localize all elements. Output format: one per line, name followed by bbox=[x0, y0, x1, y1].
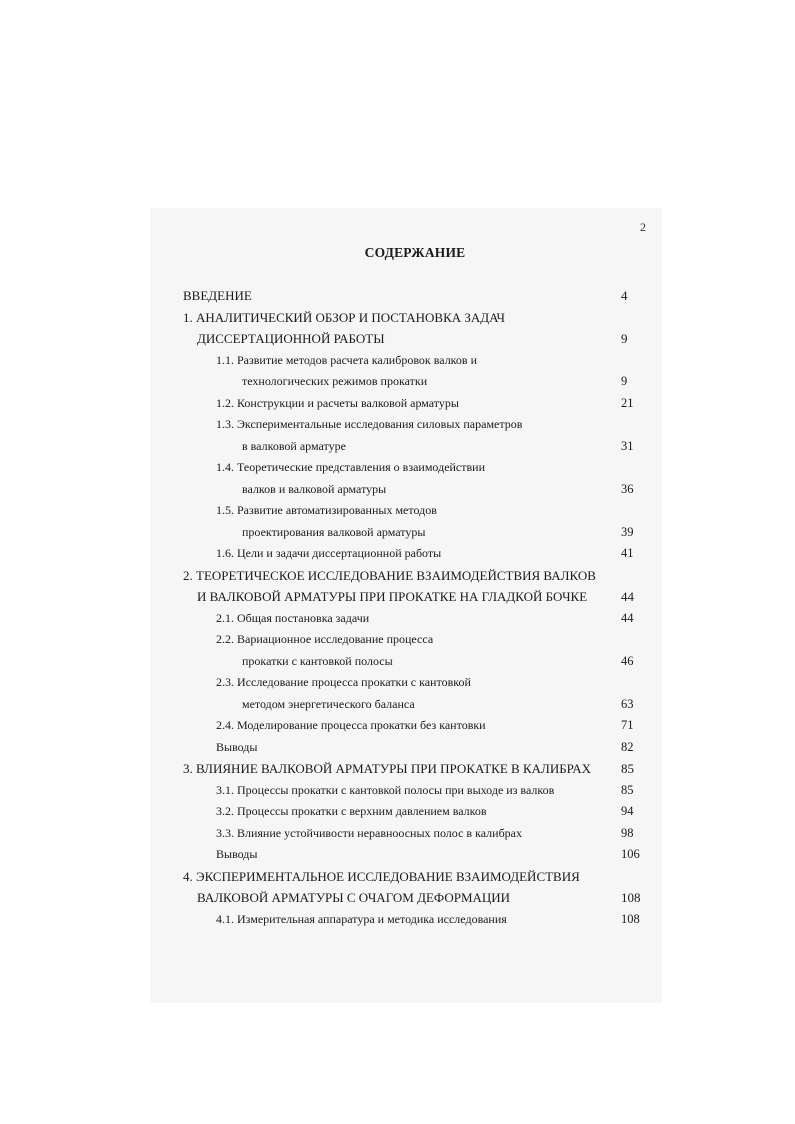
toc-entry-line bbox=[0, 714, 795, 736]
toc-entry-text: 1.3. Экспериментальные исследования силовых параметров bbox=[216, 417, 523, 431]
toc-entry-text: 1.2. Конструкции и расчеты валковой арматуры bbox=[216, 395, 459, 410]
toc-entry-line bbox=[0, 370, 795, 392]
toc-page-number: 9 bbox=[621, 374, 628, 388]
toc-entry-text: 3. ВЛИЯНИЕ ВАЛКОВОЙ АРМАТУРЫ ПРИ ПРОКАТКЕ В КАЛИБРАХ bbox=[183, 761, 592, 776]
toc-entry-line bbox=[0, 693, 795, 715]
toc-page-number: 85 bbox=[621, 761, 634, 776]
toc-page-number: 108 bbox=[621, 890, 641, 905]
toc-entry-line bbox=[0, 800, 795, 822]
toc-entry-text: 3.1. Процессы прокатки с кантовкой полосы при выходе из валков bbox=[216, 782, 555, 797]
toc-page-number: 108 bbox=[621, 911, 640, 926]
toc-entry-line bbox=[0, 779, 795, 801]
toc-entry-line bbox=[0, 607, 795, 629]
toc-entry-text: Выводы bbox=[216, 847, 258, 861]
toc-entry-text: ВВЕДЕНИЕ bbox=[183, 288, 252, 303]
toc-entry-line bbox=[0, 736, 795, 758]
toc-page-number: 21 bbox=[621, 395, 634, 410]
toc-page-number: 44 bbox=[621, 589, 634, 604]
toc-entry-text: 1. АНАЛИТИЧЕСКИЙ ОБЗОР И ПОСТАНОВКА ЗАДАЧ bbox=[183, 309, 506, 325]
toc-entry-text: 1.4. Теоретические представления о взаимодействии bbox=[216, 460, 486, 474]
toc-page-number: 9 bbox=[621, 331, 628, 346]
toc-entry-text: ДИССЕРТАЦИОННОЙ РАБОТЫ bbox=[197, 331, 385, 346]
toc-page-number: 44 bbox=[621, 610, 634, 625]
toc-page-number: 36 bbox=[621, 481, 634, 496]
toc-page-number: 63 bbox=[621, 696, 634, 711]
toc-entry-text: 2.2. Вариационное исследование процесса bbox=[216, 632, 434, 646]
toc-entry-line bbox=[0, 392, 795, 414]
toc-entry-text: 2.3. Исследование процесса прокатки с кантовкой bbox=[216, 675, 471, 689]
toc-page-number: 31 bbox=[621, 438, 634, 453]
toc-page-number: 94 bbox=[621, 804, 634, 818]
toc-entry-line bbox=[0, 349, 795, 371]
toc-page-number: 41 bbox=[621, 546, 634, 560]
toc-entry-line bbox=[0, 456, 795, 478]
toc-entry-line bbox=[0, 478, 795, 500]
toc-entry-line bbox=[0, 542, 795, 564]
toc-entry-text: ВАЛКОВОЙ АРМАТУРЫ С ОЧАГОМ ДЕФОРМАЦИИ bbox=[197, 890, 511, 905]
toc-entry-text: прокатки с кантовкой полосы bbox=[242, 653, 393, 668]
toc-page-number: 71 bbox=[621, 718, 634, 732]
toc-entry-line bbox=[0, 499, 795, 521]
toc-entry-text: 4. ЭКСПЕРИМЕНТАЛЬНОЕ ИССЛЕДОВАНИЕ ВЗАИМОДЕЙСТВИЯ bbox=[183, 868, 580, 884]
table-of-contents bbox=[0, 284, 795, 929]
toc-entry-text: Выводы bbox=[216, 739, 258, 754]
toc-entry-line bbox=[0, 327, 795, 349]
toc-title: СОДЕРЖАНИЕ bbox=[364, 245, 466, 260]
toc-entry-line bbox=[0, 306, 795, 328]
toc-page-number: 82 bbox=[621, 739, 634, 754]
toc-entry-line bbox=[0, 521, 795, 543]
toc-entry-line bbox=[0, 757, 795, 779]
toc-entry-text: 3.3. Влияние устойчивости неравноосных полос в калибрах bbox=[216, 825, 523, 840]
toc-entry-text: 1.1. Развитие методов расчета калибровок валков и bbox=[216, 352, 477, 367]
toc-entry-text: 2. ТЕОРЕТИЧЕСКОЕ ИССЛЕДОВАНИЕ ВЗАИМОДЕЙСТВИЯ ВАЛКОВ bbox=[183, 567, 596, 583]
toc-entry-text: технологических режимов прокатки bbox=[242, 374, 428, 388]
toc-entry-line bbox=[0, 413, 795, 435]
toc-entry-text: И ВАЛКОВОЙ АРМАТУРЫ ПРИ ПРОКАТКЕ НА ГЛАДКОЙ БОЧКЕ bbox=[197, 589, 588, 604]
toc-page-number: 46 bbox=[621, 653, 634, 668]
toc-entry-text: 1.5. Развитие автоматизированных методов bbox=[216, 503, 437, 517]
toc-page-number: 85 bbox=[621, 782, 634, 797]
toc-entry-line bbox=[0, 585, 795, 607]
toc-entry-text: 2.1. Общая постановка задачи bbox=[216, 610, 370, 625]
toc-entry-line bbox=[0, 650, 795, 672]
toc-page-number: 39 bbox=[621, 524, 634, 539]
toc-entry-text: 4.1. Измерительная аппаратура и методика исследования bbox=[216, 911, 507, 926]
toc-entry-line bbox=[0, 908, 795, 930]
page-number: 2 bbox=[640, 220, 646, 234]
toc-entry-line bbox=[0, 843, 795, 865]
toc-entry-line bbox=[0, 822, 795, 844]
toc-page-number: 106 bbox=[621, 847, 640, 861]
toc-entry-line bbox=[0, 284, 795, 306]
toc-entry-line bbox=[0, 564, 795, 586]
toc-entry-text: валков и валковой арматуры bbox=[242, 481, 387, 496]
toc-entry-text: методом энергетического баланса bbox=[242, 696, 415, 711]
toc-entry-line bbox=[0, 671, 795, 693]
toc-page-number: 98 bbox=[621, 825, 634, 840]
toc-entry-text: 1.6. Цели и задачи диссертационной работы bbox=[216, 546, 442, 560]
toc-entry-line bbox=[0, 886, 795, 908]
toc-entry-text: 2.4. Моделирование процесса прокатки без кантовки bbox=[216, 718, 486, 732]
toc-page-number: 4 bbox=[621, 288, 628, 303]
toc-entry-line bbox=[0, 435, 795, 457]
toc-entry-line bbox=[0, 628, 795, 650]
toc-entry-text: в валковой арматуре bbox=[242, 438, 346, 453]
toc-entry-text: 3.2. Процессы прокатки с верхним давлением валков bbox=[216, 804, 487, 818]
toc-entry-text: проектирования валковой арматуры bbox=[242, 524, 426, 539]
toc-entry-line bbox=[0, 865, 795, 887]
